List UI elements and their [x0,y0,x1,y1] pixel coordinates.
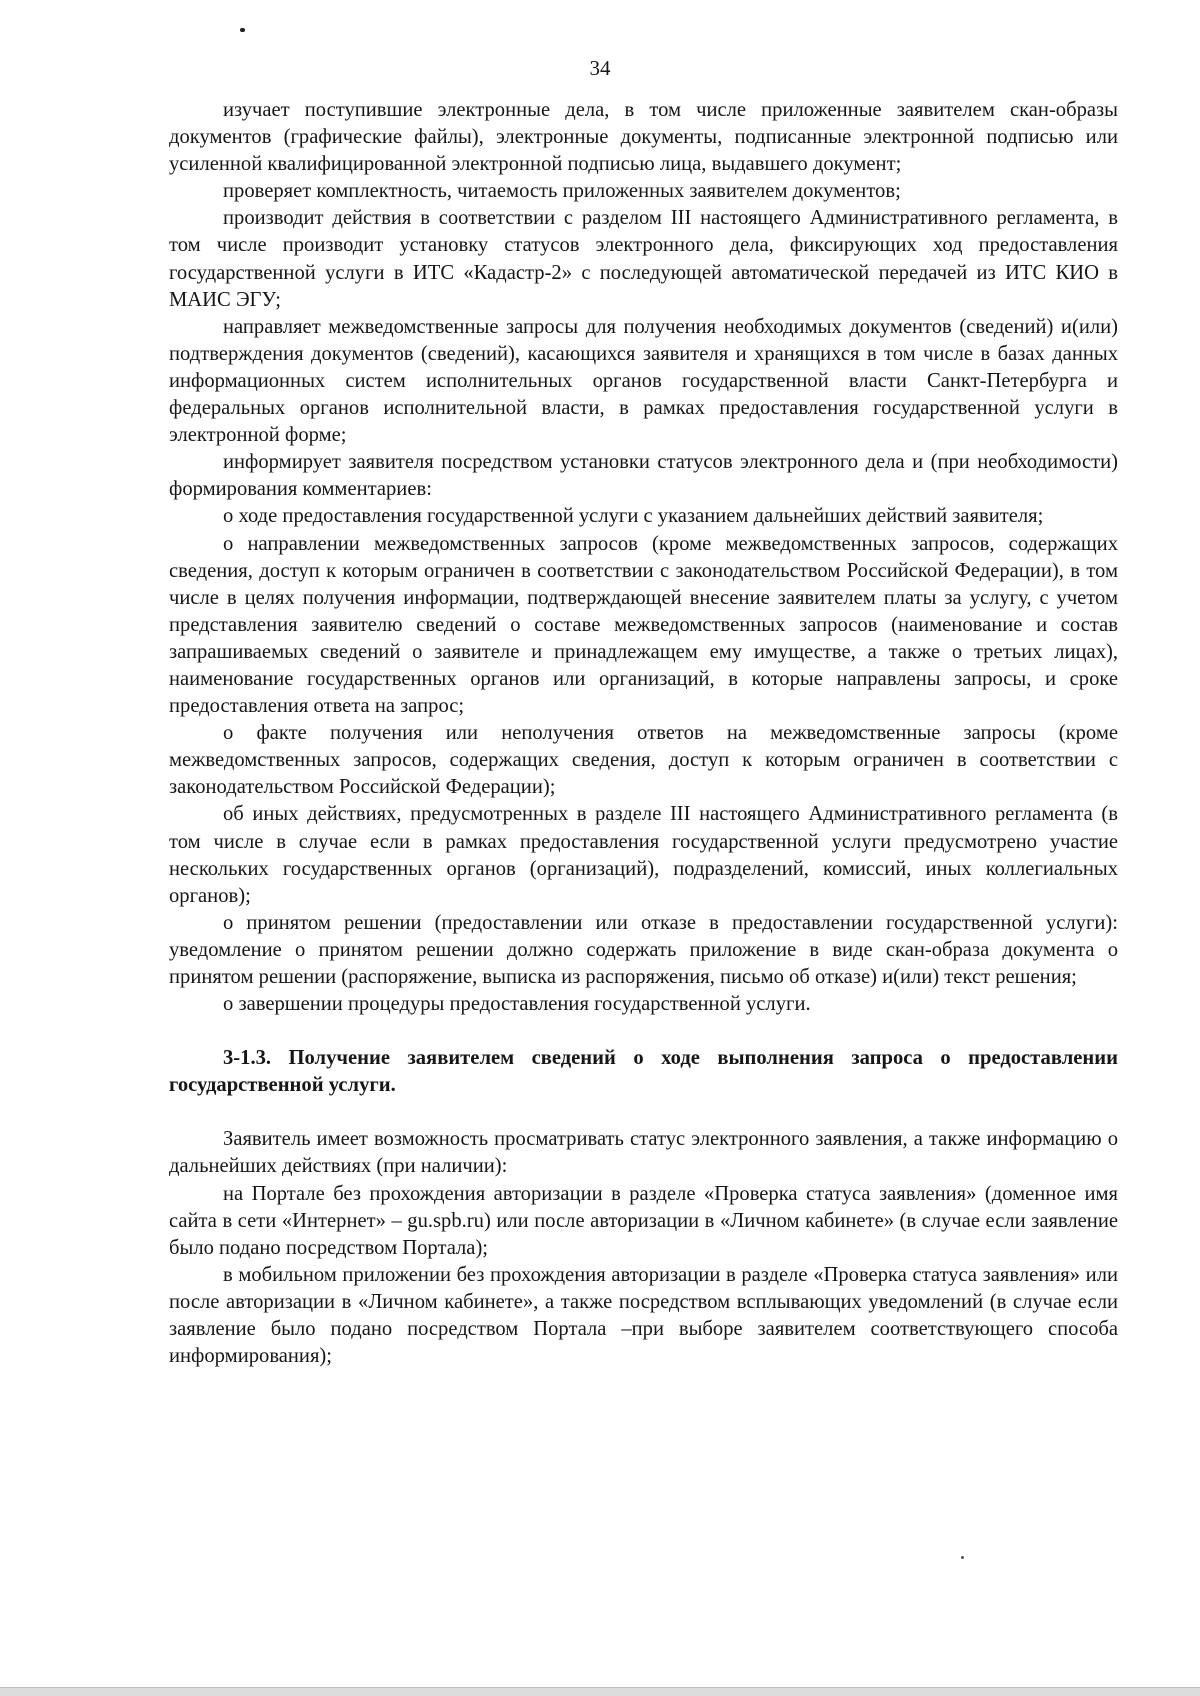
paragraph: о ходе предоставления государственной услуги с указанием дальнейших действий заявителя; [223,505,1044,528]
paragraph: производит действия в соответствии с разделом III настоящего Административного регламента, в том числе производит установку статусов электронного дела, фиксирующих ход предоставления государственной услуги в ИТС «Кадастр-2» с последующей автоматической передачей из ИТС КИО в МАИС ЭГУ; [169,207,1118,311]
paragraph: о принятом решении (предоставлении или отказе в предоставлении государственной услуги): уведомление о принятом решении должно содержать приложение в виде скан-образа документа о принятом решении (распоряжение, выписка из распоряжения, письмо об отказе) и(или) текст решения; [169,911,1118,988]
scan-artifact-mark [240,28,245,32]
paragraph: Заявитель имеет возможность просматривать статус электронного заявления, а также информацию о дальнейших действиях (при наличии): [169,1128,1118,1178]
paragraph: об иных действиях, предусмотренных в разделе III настоящего Административного регламента (в том числе в случае если в рамках предоставления государственной услуги предусмотрено участие нескольких государственных органов (организаций), подразделений, комиссий, иных коллегиальных органов); [169,803,1118,907]
paragraph: в мобильном приложении без прохождения авторизации в разделе «Проверка статуса заявления» или после авторизации в «Личном кабинете», а также посредством всплывающих уведомлений (в случае если заявление было подано посредством Портала –при выборе заявителем соответствующего способа информирования); [169,1263,1118,1368]
paragraph: информирует заявителя посредством установки статусов электронного дела и (при необходимости) формирования комментариев: [169,451,1118,501]
paragraph: изучает поступившие электронные дела, в том числе приложенные заявителем скан-образы документов (графические файлы), электронные документы, подписанные электронной подписью или усиленной квалифицированной электронной подписью лица, выдавшего документ; [169,99,1118,176]
paragraph: о факте получения или неполучения ответов на межведомственные запросы (кроме межведомственных запросов, содержащих сведения, доступ к которым ограничен в соответствии с законодательством Российской Федерации); [169,722,1118,799]
section-heading: 3-1.3. Получение заявителем сведений о ходе выполнения запроса о предоставлении государственной услуги. [169,1047,1118,1097]
document-body [169,97,1118,1370]
paragraph: проверяет комплектность, читаемость приложенных заявителем документов; [223,180,901,203]
paragraph: на Портале без прохождения авторизации в разделе «Проверка статуса заявления» (доменное имя сайта в сети «Интернет» – gu.spb.ru) или после авторизации в «Личном кабинете» (в случае если заявление было подано посредством Портала); [169,1182,1118,1259]
scan-bottom-edge [0,1687,1200,1696]
paragraph: о направлении межведомственных запросов (кроме межведомственных запросов, содержащих сведения, доступ к которым ограничен в соответствии с законодательством Российской Федерации), в том числе в целях получения информации, подтверждающей внесение заявителем платы за услугу, с учетом представления заявителю сведений о составе межведомственных запросов (наименование и состав запрашиваемых сведений о заявителе и принадлежащем ему имуществе, а также о третьих лицах), наименование государственных органов или организаций, в которые направлены запросы, и сроке предоставления ответа на запрос; [169,532,1118,718]
page-number: 34 [589,56,611,80]
scan-artifact-dot [961,1556,964,1559]
paragraph: направляет межведомственные запросы для получения необходимых документов (сведений) и(или) подтверждения документов (сведений), касающихся заявителя и хранящихся в том числе в базах данных информационных систем исполнительных органов государственной власти Санкт-Петербурга и федеральных органов исполнительной власти, в рамках предоставления государственной услуги в электронной форме; [169,315,1118,447]
paragraph: о завершении процедуры предоставления государственной услуги. [223,993,811,1016]
